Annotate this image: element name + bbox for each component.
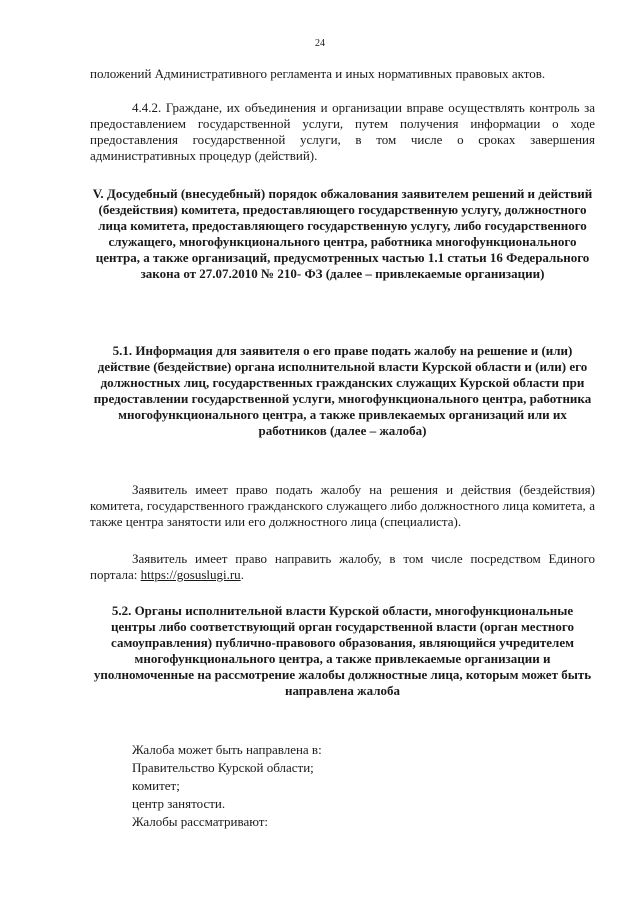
list-item-government: Правительство Курской области;	[132, 760, 314, 775]
section-5-2-heading: 5.2. Органы исполнительной власти Курской области, многофункциональные центры либо соответствующий орган государственной власти (орган местного самоуправления) публично-правового образования, являющийся учредителем многофункционального центра, а также привлекаемые организации и уполномоченные на рассмотрение жалобы должностные лица, которым может быть направлена жалоба	[93, 603, 592, 698]
page-number: 24	[315, 38, 325, 49]
paragraph-portal-suffix: .	[240, 567, 244, 582]
paragraph-portal-text: Заявитель имеет право направить жалобу, в том числе посредством Единого портала:	[90, 551, 595, 582]
paragraph-continuation: положений Административного регламента и иных нормативных правовых актов.	[90, 66, 546, 81]
list-item-employment-center: центр занятости.	[132, 796, 226, 811]
list-intro: Жалоба может быть направлена в:	[132, 742, 322, 757]
section-5-1-heading: 5.1. Информация для заявителя о его праве подать жалобу на решение и (или) действие (бездействие) органа исполнительной власти Курской области и (или) его должностных лиц, государственных гражданских служащих Курской области при предоставлении государственной услуги, многофункционального центра, работника многофункционального центра, а также привлекаемых организаций или их работников (далее – жалоба)	[93, 343, 592, 438]
list-item-committee: комитет;	[132, 778, 180, 793]
paragraph-complaint-right: Заявитель имеет право подать жалобу на решения и действия (бездействия) комитета, государственного гражданского служащего либо должностного лица комитета, а также центра занятости или его должностного лица (специалиста).	[90, 482, 595, 529]
paragraph-portal	[90, 551, 595, 583]
gosuslugi-link[interactable]: https://gosuslugi.ru	[140, 567, 241, 582]
list-outro: Жалобы рассматривают:	[132, 814, 269, 829]
section-5-heading: V. Досудебный (внесудебный) порядок обжалования заявителем решений и действий (бездействия) комитета, предоставляющего государственную услугу, должностного лица комитета, предоставляющего государственную услугу, либо государственного служащего, многофункционального центра, работника многофункционального центра, а также организаций, предусмотренных частью 1.1 статьи 16 Федерального закона от 27.07.2010 № 210- ФЗ (далее – привлекаемые организации)	[92, 186, 593, 281]
paragraph-4-4-2: 4.4.2. Граждане, их объединения и организации вправе осуществлять контроль за предоставлением государственной услуги, путем получения информации о ходе предоставления государственной услуги, в том числе о сроках завершения административных процедур (действий).	[90, 100, 595, 163]
